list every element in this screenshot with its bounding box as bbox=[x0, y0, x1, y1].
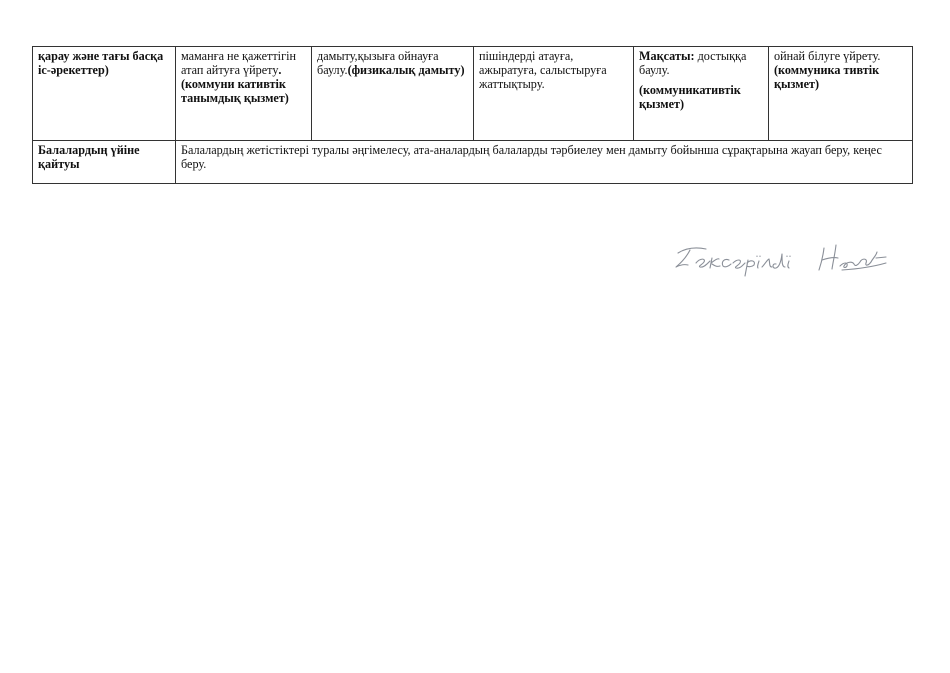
cell-bold-note: (коммуника тивтік қызмет) bbox=[774, 63, 880, 91]
cell-label: Мақсаты: bbox=[639, 49, 695, 63]
table-cell-speech bbox=[176, 47, 312, 141]
cell-bold-note: (коммуникативтік қызмет) bbox=[639, 83, 741, 111]
table-cell-departure-text bbox=[176, 141, 913, 184]
cell-text: ойнай білуге үйрету. bbox=[774, 49, 881, 63]
cell-text: пішіндерді атауға, ажыратуға, салыстыруға жаттықтыру. bbox=[479, 49, 607, 91]
cell-label: Балалардың үйіне қайтуы bbox=[38, 143, 140, 171]
cell-text: дамыту,қызыға ойнауға баулу. bbox=[317, 49, 439, 77]
cell-text: маманға не қажеттігін атап айтуға үйрету bbox=[181, 49, 296, 77]
table-row bbox=[33, 141, 913, 184]
cell-dot: . bbox=[278, 63, 282, 77]
table-cell-play bbox=[769, 47, 913, 141]
cell-text: қарау және тағы басқа іс-әрекеттер) bbox=[38, 49, 164, 77]
table-cell-shapes bbox=[474, 47, 634, 141]
cell-bold-note: (физикалық дамыту) bbox=[347, 63, 465, 77]
schedule-table bbox=[32, 46, 913, 184]
cell-text: Балалардың жетістіктері туралы әңгімелесу, ата-аналардың балаларды тәрбиелеу мен дамыту бойынша сұрақтарына жауап беру, кеңес беру. bbox=[181, 143, 882, 171]
cell-bold-note: (коммуни кативтік танымдық қызмет) bbox=[181, 77, 289, 105]
table-cell-physical bbox=[312, 47, 474, 141]
table-cell-departure bbox=[33, 141, 176, 184]
table-cell-goal bbox=[634, 47, 769, 141]
signature-handwritten bbox=[672, 236, 897, 282]
table-cell-activity bbox=[33, 47, 176, 141]
cell-text: достыққа баулу. bbox=[639, 49, 747, 77]
table-row bbox=[33, 47, 913, 141]
